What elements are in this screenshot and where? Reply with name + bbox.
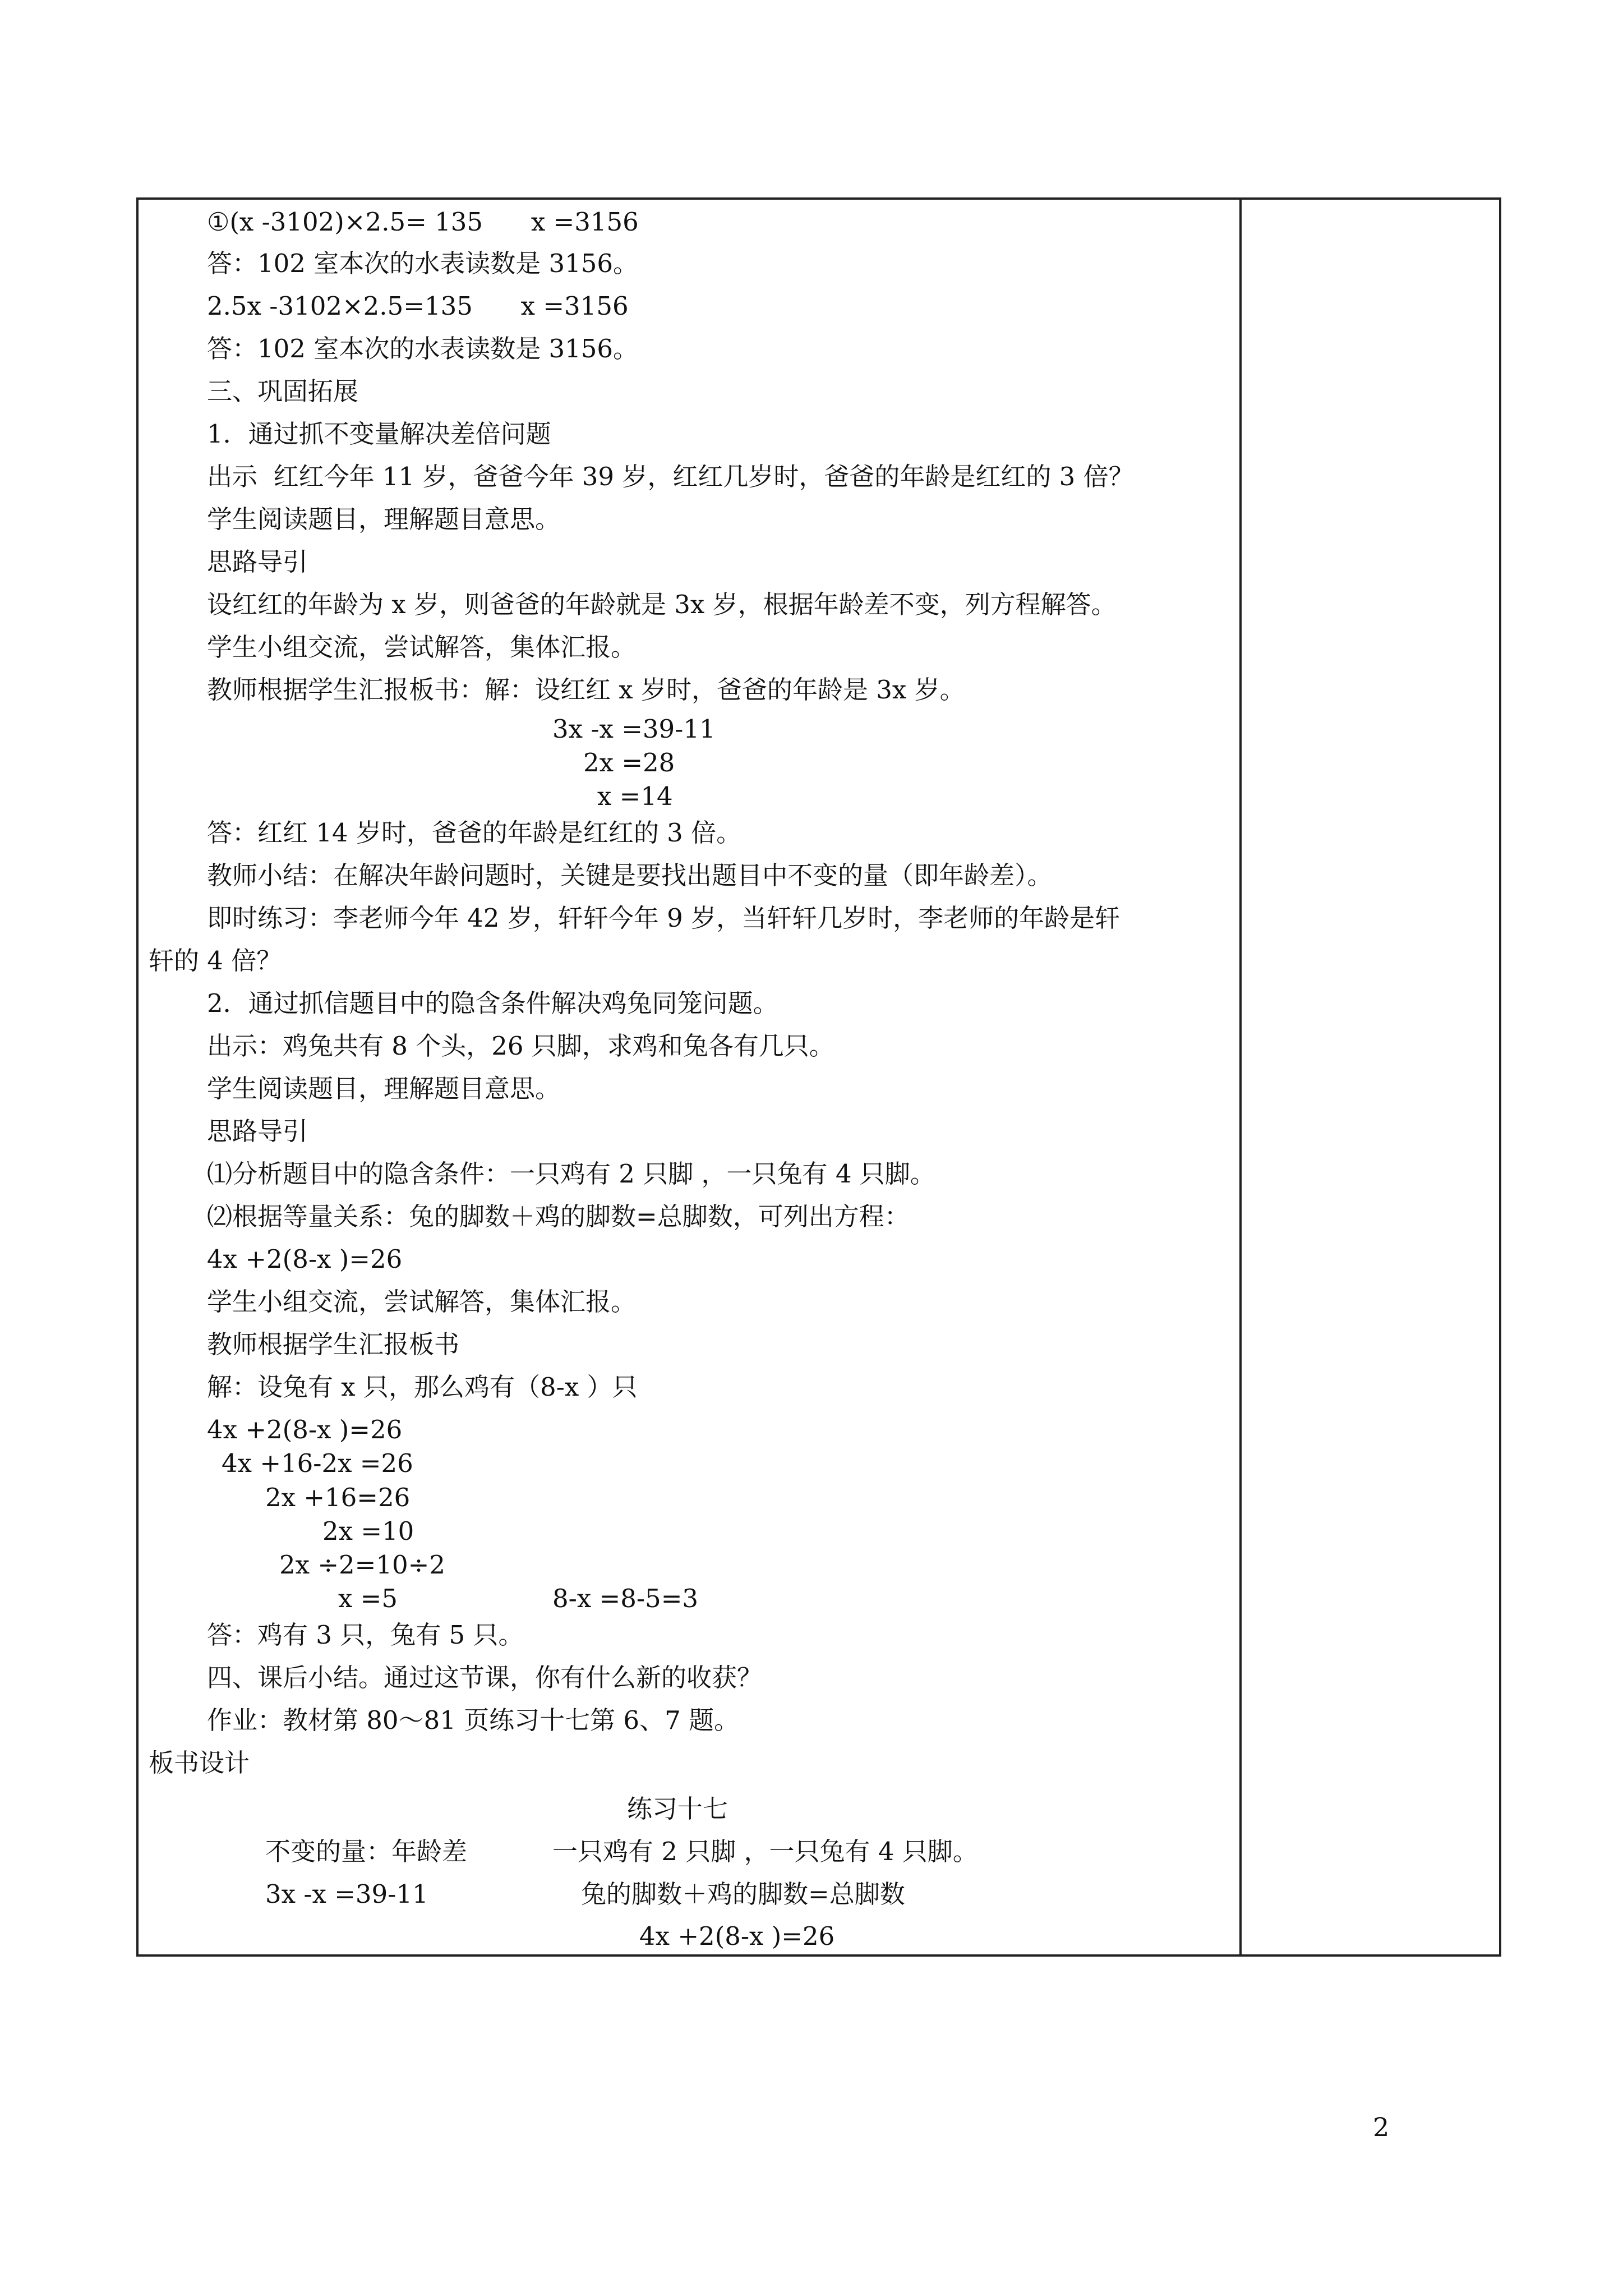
text-line: 教师小结：在解决年龄问题时，关键是要找出题目中不变的量（即年龄差）。 (207, 861, 1053, 890)
text-line: 学生小组交流，尝试解答，集体汇报。 (207, 632, 637, 662)
section-heading: 三、巩固拓展 (207, 376, 359, 406)
equation-line: 3x -x =39-11 (552, 714, 716, 744)
text-line: ⑴分析题目中的隐含条件：一只鸡有 2 只脚 ，一只兔有 4 只脚。 (207, 1159, 935, 1189)
text-line: 设红红的年龄为 x 岁，则爸爸的年龄就是 3x 岁，根据年龄差不变，列方程解答。 (207, 590, 1117, 619)
section-heading: 四、课后小结。通过这节课，你有什么新的收获？ (207, 1663, 763, 1692)
text-line: 出示 红红今年 11 岁，爸爸今年 39 岁，红红几岁时，爸爸的年龄是红红的 3 倍？ (207, 462, 1134, 491)
text-line: ①(x -3102)×2.5= 135 x =3156 (207, 207, 639, 237)
text-line: 思路导引 (207, 547, 308, 577)
text-line: 答：102 室本次的水表读数是 3156。 (207, 249, 639, 278)
subsection-heading: 2．通过抓信题目中的隐含条件解决鸡兔同笼问题。 (207, 988, 778, 1018)
board-design-heading: 板书设计 (149, 1748, 250, 1778)
subsection-heading: 1．通过抓不变量解决差倍问题 (207, 419, 551, 449)
board-line: 兔的脚数＋鸡的脚数=总脚数 (581, 1879, 905, 1909)
equation-line: 8-x =8-5=3 (552, 1584, 699, 1613)
page-number: 2 (1373, 2112, 1390, 2142)
text-line: 答：鸡有 3 只，兔有 5 只。 (207, 1620, 524, 1650)
text-line: 答：102 室本次的水表读数是 3156。 (207, 334, 639, 364)
text-line: 轩的 4 倍？ (149, 946, 282, 976)
equation-line: x =5 (338, 1584, 398, 1613)
equation-line: 2x =10 (322, 1516, 414, 1546)
text-line: 学生阅读题目，理解题目意思。 (207, 504, 561, 534)
text-line: 思路导引 (207, 1116, 308, 1146)
table-column-divider (1239, 197, 1242, 1957)
text-line: 作业：教材第 80～81 页练习十七第 6、7 题。 (207, 1705, 740, 1735)
text-line: 答：红红 14 岁时，爸爸的年龄是红红的 3 倍。 (207, 818, 742, 848)
text-line: 出示：鸡兔共有 8 个头，26 只脚，求鸡和兔各有几只。 (207, 1031, 834, 1061)
board-equation: 4x +2(8-x )=26 (639, 1921, 835, 1951)
board-line: 一只鸡有 2 只脚 ，一只兔有 4 只脚。 (552, 1837, 978, 1866)
board-line: 不变的量：年龄差 (265, 1837, 468, 1866)
equation-line: 4x +16-2x =26 (222, 1448, 413, 1478)
equation-line: 2x +16=26 (265, 1483, 411, 1512)
text-line: 教师根据学生汇报板书 (207, 1329, 460, 1359)
equation-line: 4x +2(8-x )=26 (207, 1415, 403, 1444)
equation-line: 2x =28 (583, 748, 675, 777)
text-line: 学生阅读题目，理解题目意思。 (207, 1074, 561, 1103)
equation-line: 2x ÷2=10÷2 (279, 1550, 445, 1580)
board-title: 练习十七 (627, 1794, 728, 1824)
text-line: 即时练习：李老师今年 42 岁，轩轩今年 9 岁，当轩轩几岁时，李老师的年龄是轩 (207, 903, 1121, 933)
equation-line: x =14 (597, 781, 673, 811)
text-line: ⑵根据等量关系：兔的脚数＋鸡的脚数=总脚数，可列出方程： (207, 1202, 910, 1231)
text-line: 教师根据学生汇报板书：解：设红红 x 岁时，爸爸的年龄是 3x 岁。 (207, 675, 965, 705)
text-line: 解：设兔有 x 只，那么鸡有（8-x ）只 (207, 1372, 638, 1402)
equation-line: 4x +2(8-x )=26 (207, 1244, 403, 1274)
board-equation: 3x -x =39-11 (265, 1879, 428, 1909)
text-line: 学生小组交流，尝试解答，集体汇报。 (207, 1287, 637, 1317)
text-line: 2.5x -3102×2.5=135 x =3156 (207, 291, 629, 321)
